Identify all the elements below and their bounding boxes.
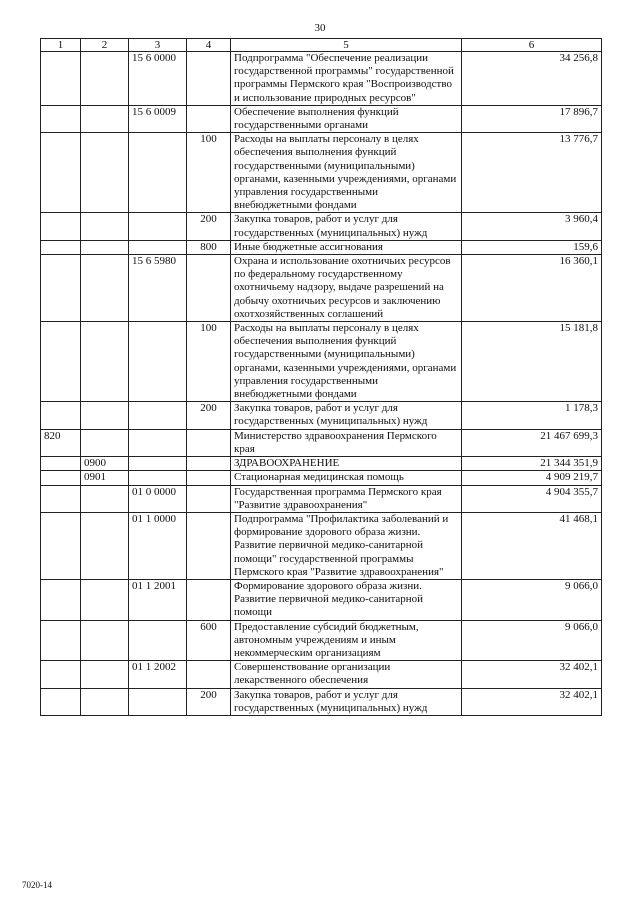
col-header-1: 1 — [41, 39, 81, 52]
amount-cell: 15 181,8 — [462, 322, 602, 402]
ministry-code-cell — [41, 471, 81, 485]
section-code-cell — [81, 620, 129, 661]
item-name-cell: Охрана и использование охотничьих ресурсов по федеральному государственному охотничьему надзору, выдаче разрешений на добычу охотничьих ресурсов и заключению охотхозяйственных соглашений — [231, 255, 462, 322]
ministry-code-cell — [41, 105, 81, 132]
item-name-cell: Иные бюджетные ассигнования — [231, 240, 462, 254]
expense-type-code-cell — [187, 512, 231, 579]
section-code-cell: 0901 — [81, 471, 129, 485]
target-article-code-cell — [129, 402, 187, 429]
amount-cell: 32 402,1 — [462, 661, 602, 688]
item-name-cell: Обеспечение выполнения функций государственными органами — [231, 105, 462, 132]
expense-type-code-cell — [187, 485, 231, 512]
table-row — [41, 105, 602, 132]
target-article-code-cell: 15 6 5980 — [129, 255, 187, 322]
item-name-cell: Министерство здравоохранения Пермского края — [231, 429, 462, 456]
col-header-4: 4 — [187, 39, 231, 52]
table-row — [41, 457, 602, 471]
item-name-cell: Расходы на выплаты персоналу в целях обеспечения выполнения функций государственными (муниципальными) органами, казенными учреждениями, органами управления государственными внебюджетными фондами — [231, 133, 462, 213]
expense-type-code-cell — [187, 471, 231, 485]
section-code-cell — [81, 213, 129, 240]
item-name-cell: Расходы на выплаты персоналу в целях обеспечения выполнения функций государственными (муниципальными) органами, казенными учреждениями, органами управления государственными внебюджетными фондами — [231, 322, 462, 402]
target-article-code-cell: 01 1 2002 — [129, 661, 187, 688]
ministry-code-cell — [41, 620, 81, 661]
table-row — [41, 240, 602, 254]
table-row — [41, 661, 602, 688]
footer-code: 7020-14 — [22, 880, 52, 890]
section-code-cell — [81, 322, 129, 402]
ministry-code-cell — [41, 322, 81, 402]
ministry-code-cell — [41, 661, 81, 688]
table-header-row — [41, 39, 602, 52]
amount-cell: 1 178,3 — [462, 402, 602, 429]
section-code-cell — [81, 688, 129, 715]
expense-type-code-cell — [187, 661, 231, 688]
target-article-code-cell — [129, 457, 187, 471]
ministry-code-cell — [41, 213, 81, 240]
expense-type-code-cell: 800 — [187, 240, 231, 254]
target-article-code-cell — [129, 322, 187, 402]
section-code-cell — [81, 255, 129, 322]
ministry-code-cell — [41, 512, 81, 579]
table-row — [41, 255, 602, 322]
expense-type-code-cell: 600 — [187, 620, 231, 661]
target-article-code-cell: 01 0 0000 — [129, 485, 187, 512]
amount-cell: 3 960,4 — [462, 213, 602, 240]
expense-type-code-cell: 100 — [187, 322, 231, 402]
table-row — [41, 402, 602, 429]
section-code-cell — [81, 579, 129, 620]
budget-table — [40, 38, 602, 716]
section-code-cell — [81, 661, 129, 688]
amount-cell: 34 256,8 — [462, 52, 602, 106]
table-row — [41, 133, 602, 213]
expense-type-code-cell: 200 — [187, 688, 231, 715]
item-name-cell: Стационарная медицинская помощь — [231, 471, 462, 485]
expense-type-code-cell — [187, 105, 231, 132]
col-header-6: 6 — [462, 39, 602, 52]
amount-cell: 32 402,1 — [462, 688, 602, 715]
table-row — [41, 471, 602, 485]
amount-cell: 4 909 219,7 — [462, 471, 602, 485]
target-article-code-cell — [129, 133, 187, 213]
amount-cell: 21 344 351,9 — [462, 457, 602, 471]
table-row — [41, 579, 602, 620]
target-article-code-cell — [129, 240, 187, 254]
table-row — [41, 485, 602, 512]
col-header-2: 2 — [81, 39, 129, 52]
table-row — [41, 52, 602, 106]
item-name-cell: Закупка товаров, работ и услуг для государственных (муниципальных) нужд — [231, 213, 462, 240]
item-name-cell: Подпрограмма "Профилактика заболеваний и формирование здорового образа жизни. Развитие первичной медико-санитарной помощи" государственной программы Пермского края "Развитие здравоохранения" — [231, 512, 462, 579]
amount-cell: 13 776,7 — [462, 133, 602, 213]
expense-type-code-cell: 200 — [187, 402, 231, 429]
ministry-code-cell: 820 — [41, 429, 81, 456]
col-header-5: 5 — [231, 39, 462, 52]
ministry-code-cell — [41, 485, 81, 512]
amount-cell: 4 904 355,7 — [462, 485, 602, 512]
table-row — [41, 688, 602, 715]
expense-type-code-cell — [187, 579, 231, 620]
item-name-cell: Закупка товаров, работ и услуг для государственных (муниципальных) нужд — [231, 402, 462, 429]
section-code-cell: 0900 — [81, 457, 129, 471]
amount-cell: 16 360,1 — [462, 255, 602, 322]
target-article-code-cell — [129, 471, 187, 485]
expense-type-code-cell: 200 — [187, 213, 231, 240]
expense-type-code-cell — [187, 457, 231, 471]
table-row — [41, 429, 602, 456]
target-article-code-cell — [129, 688, 187, 715]
table-row — [41, 512, 602, 579]
item-name-cell: Совершенствование организации лекарственного обеспечения — [231, 661, 462, 688]
section-code-cell — [81, 402, 129, 429]
item-name-cell: Государственная программа Пермского края "Развитие здравоохранения" — [231, 485, 462, 512]
amount-cell: 21 467 699,3 — [462, 429, 602, 456]
ministry-code-cell — [41, 133, 81, 213]
ministry-code-cell — [41, 255, 81, 322]
table-row — [41, 213, 602, 240]
section-code-cell — [81, 52, 129, 106]
amount-cell: 9 066,0 — [462, 620, 602, 661]
section-code-cell — [81, 133, 129, 213]
target-article-code-cell: 15 6 0009 — [129, 105, 187, 132]
target-article-code-cell: 01 1 0000 — [129, 512, 187, 579]
target-article-code-cell: 01 1 2001 — [129, 579, 187, 620]
table-row — [41, 322, 602, 402]
expense-type-code-cell — [187, 52, 231, 106]
item-name-cell: Подпрограмма "Обеспечение реализации государственной программы" государственной программы Пермского края "Воспроизводство и использование природных ресурсов" — [231, 52, 462, 106]
ministry-code-cell — [41, 52, 81, 106]
section-code-cell — [81, 485, 129, 512]
col-header-3: 3 — [129, 39, 187, 52]
section-code-cell — [81, 512, 129, 579]
amount-cell: 17 896,7 — [462, 105, 602, 132]
amount-cell: 41 468,1 — [462, 512, 602, 579]
expense-type-code-cell: 100 — [187, 133, 231, 213]
target-article-code-cell — [129, 429, 187, 456]
section-code-cell — [81, 240, 129, 254]
item-name-cell: ЗДРАВООХРАНЕНИЕ — [231, 457, 462, 471]
expense-type-code-cell — [187, 429, 231, 456]
table-row — [41, 620, 602, 661]
item-name-cell: Предоставление субсидий бюджетным, автономным учреждениям и иным некоммерческим организациям — [231, 620, 462, 661]
item-name-cell: Закупка товаров, работ и услуг для государственных (муниципальных) нужд — [231, 688, 462, 715]
page-number: 30 — [314, 22, 326, 34]
item-name-cell: Формирование здорового образа жизни. Развитие первичной медико-санитарной помощи — [231, 579, 462, 620]
amount-cell: 159,6 — [462, 240, 602, 254]
section-code-cell — [81, 429, 129, 456]
ministry-code-cell — [41, 457, 81, 471]
ministry-code-cell — [41, 688, 81, 715]
target-article-code-cell: 15 6 0000 — [129, 52, 187, 106]
ministry-code-cell — [41, 579, 81, 620]
ministry-code-cell — [41, 402, 81, 429]
target-article-code-cell — [129, 620, 187, 661]
target-article-code-cell — [129, 213, 187, 240]
ministry-code-cell — [41, 240, 81, 254]
section-code-cell — [81, 105, 129, 132]
expense-type-code-cell — [187, 255, 231, 322]
amount-cell: 9 066,0 — [462, 579, 602, 620]
